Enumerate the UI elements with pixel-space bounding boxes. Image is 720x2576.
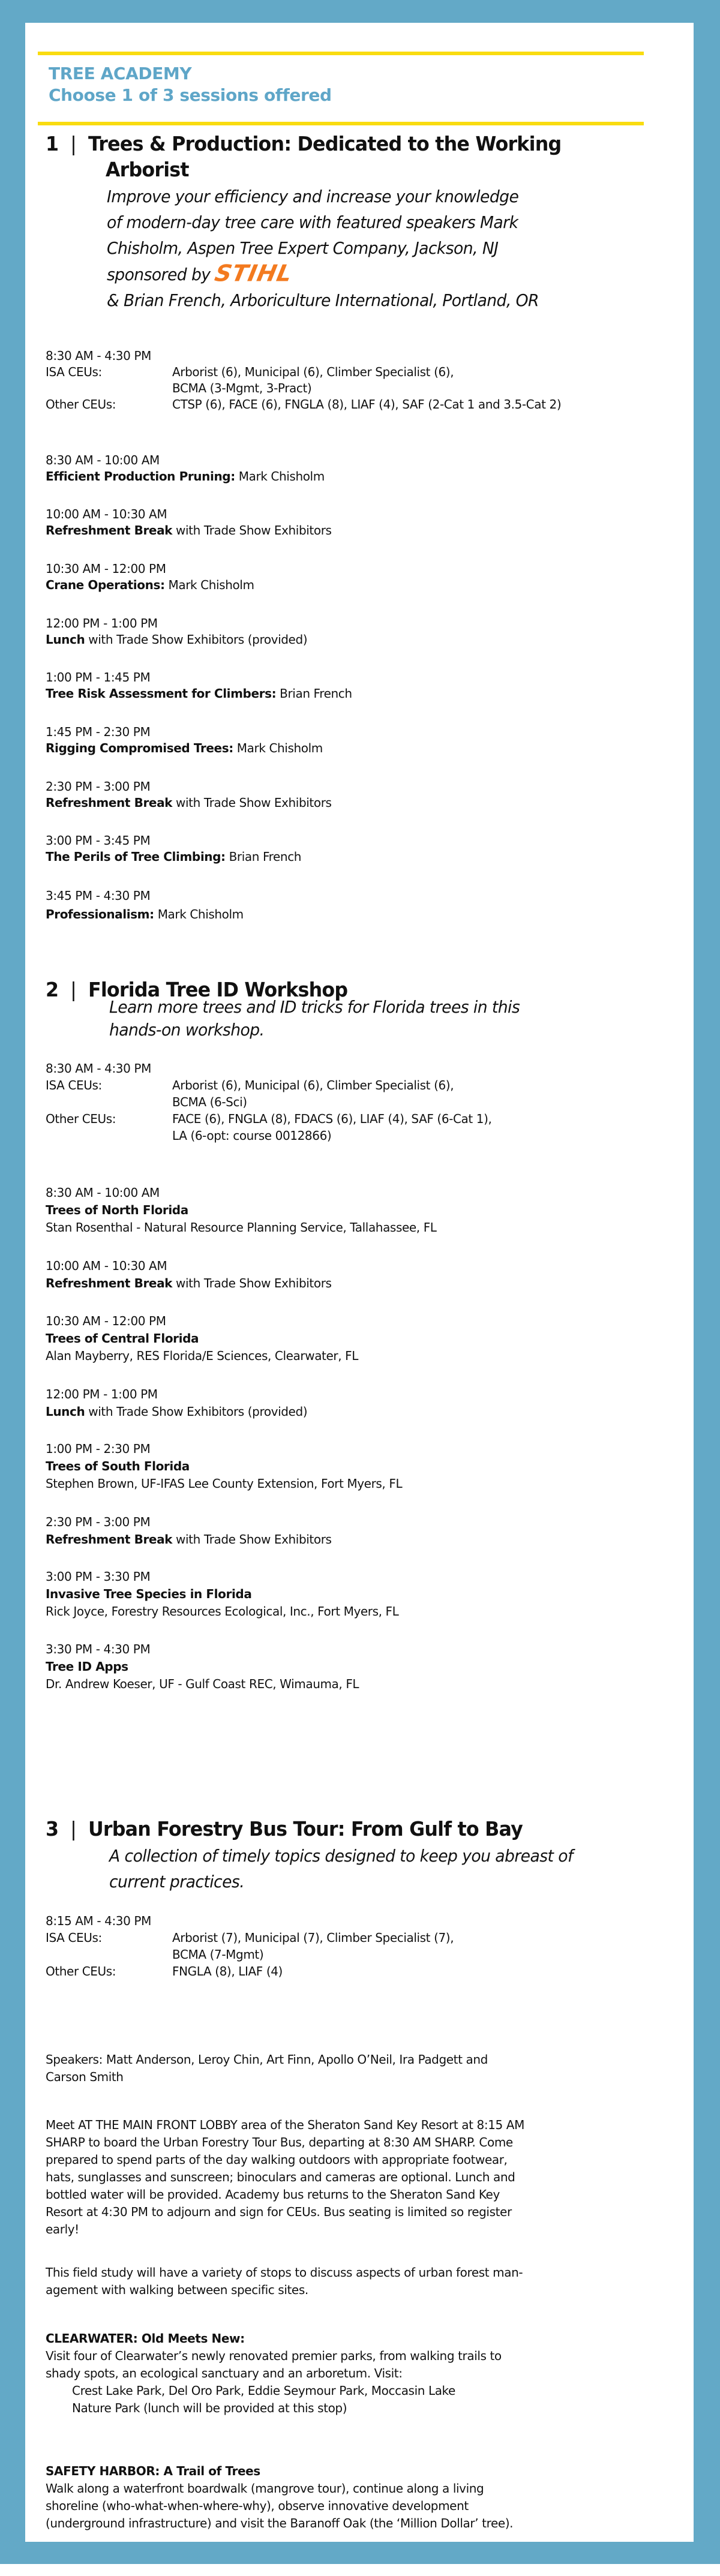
session-number: 2 [46, 978, 59, 1001]
session-3-title [46, 1816, 523, 1842]
stop-heading: SAFETY HARBOR: A Trail of Trees [46, 2464, 260, 2478]
speakers-paragraph: Speakers: Matt Anderson, Leroy Chin, Art Finn, Apollo O’Neil, Ira Padgett and Carson Smith [46, 2052, 488, 2084]
schedule-item: 3:45 PM - 4:30 PM Professionalism: Mark Chisholm [46, 888, 244, 921]
content-panel [25, 23, 694, 2542]
session-2-ceus: 8:30 AM - 4:30 PM ISA CEUs: Arborist (6), Municipal (6), Climber Specialist (6), BCMA (6-Sci) Other CEUs: FACE (6), FNGLA (8), FDACS (6), LIAF (4), SAF (6-Cat 1), LA (6-opt: course 0012866) [46, 1060, 670, 1144]
session-separator: | [70, 978, 77, 1001]
session-1-description: Improve your efficiency and increase your knowledge of modern-day tree care with featured speakers Mark Chisholm, Aspen Tree Expert Company, Jackson, NJ sponsored bySTIHL & Brian French, Arboriculture International, Portland, OR [107, 187, 539, 310]
session-time: 8:30 AM - 4:30 PM [46, 349, 151, 363]
schedule-item: 10:30 AM - 12:00 PM Crane Operations: Mark Chisholm [46, 562, 254, 592]
session-3-description: A collection of timely topics designed to keep you abreast of current practices. [109, 1846, 573, 1892]
schedule-item: 2:30 PM - 3:00 PM Refreshment Break with Trade Show Exhibitors [46, 779, 332, 810]
session-title-cont: Arborist [105, 158, 189, 181]
stihl-logo: STIHL [212, 260, 295, 287]
academy-header [49, 63, 332, 106]
academy-title: TREE ACADEMY [49, 64, 192, 83]
academy-subtitle: Choose 1 of 3 sessions offered [49, 85, 332, 105]
session-title-text: Trees & Production: Dedicated to the Working [88, 132, 562, 155]
schedule-item: 2:30 PM - 3:00 PM Refreshment Break with Trade Show Exhibitors [46, 1515, 332, 1547]
session-title-text: Florida Tree ID Workshop [88, 978, 348, 1001]
session-1-title [46, 131, 561, 182]
session-separator: | [70, 132, 77, 155]
session-time: 8:15 AM - 4:30 PM [46, 1914, 151, 1928]
schedule-item: 1:00 PM - 2:30 PM Trees of South Florida Stephen Brown, UF-IFAS Lee County Extension, Fort Myers, FL [46, 1442, 403, 1491]
field-study-paragraph: This field study will have a variety of stops to discuss aspects of urban forest man- agement with walking between specific sites. [46, 2265, 523, 2297]
session-separator: | [70, 1817, 77, 1841]
schedule-item: 3:00 PM - 3:30 PM Invasive Tree Species in Florida Rick Joyce, Forestry Resources Ecological, Inc., Fort Myers, FL [46, 1569, 399, 1619]
header-rule-top [38, 52, 644, 55]
isa-ceu-label: ISA CEUs: [46, 1931, 102, 1945]
other-ceu-label: Other CEUs: [46, 1964, 116, 1978]
session-2-description: Learn more trees and ID tricks for Florida trees in this hands-on workshop. [109, 997, 520, 1040]
schedule-item: 3:00 PM - 3:45 PM The Perils of Tree Climbing: Brian French [46, 833, 302, 864]
meeting-paragraph: Meet AT THE MAIN FRONT LOBBY area of the Sheraton Sand Key Resort at 8:15 AM SHARP to board the Urban Forestry Tour Bus, departing at 8:30 AM SHARP. Come prepared to spend parts of the day walking outdoors with appropriate footwear, hats, sunglasses and sunscreen; binoculars and cameras are optional. Lunch and bottled water will be provided. Academy bus returns to the Sheraton Sand Key Resort at 4:30 PM to adjourn and sign for CEUs. Bus seating is limited so register early! [46, 2118, 524, 2236]
session-1-ceus: 8:30 AM - 4:30 PM ISA CEUs: Arborist (6), Municipal (6), Climber Specialist (6), BCMA (3-Mgmt, 3-Pract) Other CEUs: CTSP (6), FACE (6), FNGLA (8), LIAF (4), SAF (2-Cat 1 and 3.5-Cat 2) [46, 348, 670, 413]
session-time: 8:30 AM - 4:30 PM [46, 1061, 151, 1076]
stop-heading: CLEARWATER: Old Meets New: [46, 2331, 245, 2346]
schedule-item: 10:00 AM - 10:30 AM Refreshment Break with Trade Show Exhibitors [46, 1259, 332, 1290]
schedule-item: 8:30 AM - 10:00 AM Trees of North Florida Stan Rosenthal - Natural Resource Planning Service, Tallahassee, FL [46, 1185, 437, 1235]
session-number: 3 [46, 1817, 59, 1841]
schedule-item: 10:00 AM - 10:30 AM Refreshment Break with Trade Show Exhibitors [46, 507, 332, 538]
isa-ceu-label: ISA CEUs: [46, 1078, 102, 1092]
session-number: 1 [46, 132, 59, 155]
schedule-item: 1:45 PM - 2:30 PM Rigging Compromised Trees: Mark Chisholm [46, 725, 323, 755]
schedule-item: 3:30 PM - 4:30 PM Tree ID Apps Dr. Andrew Koeser, UF - Gulf Coast REC, Wimauma, FL [46, 1642, 359, 1691]
schedule-item: 10:30 AM - 12:00 PM Trees of Central Florida Alan Mayberry, RES Florida/E Sciences, Clearwater, FL [46, 1314, 358, 1363]
other-ceu-label: Other CEUs: [46, 1112, 116, 1126]
schedule-item: 12:00 PM - 1:00 PM Lunch with Trade Show Exhibitors (provided) [46, 1387, 308, 1419]
other-ceu-label: Other CEUs: [46, 397, 116, 412]
session-title-text: Urban Forestry Bus Tour: From Gulf to Bay [88, 1817, 523, 1841]
session-3-ceus: 8:15 AM - 4:30 PM ISA CEUs: Arborist (7), Municipal (7), Climber Specialist (7), BCMA (7-Mgmt) Other CEUs: FNGLA (8), LIAF (4) [46, 1913, 670, 1980]
header-rule-bottom [38, 122, 644, 125]
stop-clearwater: CLEARWATER: Old Meets New: Visit four of Clearwater’s newly renovated premier parks, from walking trails to shady spots, an ecological sanctuary and an arboretum. Visit: Crest Lake Park, Del Oro Park, Eddie Seymour Park, Moccasin Lake Nature Park (lunch will be provided at this stop) [46, 2330, 670, 2417]
schedule-item: 12:00 PM - 1:00 PM Lunch with Trade Show Exhibitors (provided) [46, 616, 308, 647]
isa-ceu-label: ISA CEUs: [46, 365, 102, 379]
schedule-item: 1:00 PM - 1:45 PM Tree Risk Assessment for Climbers: Brian French [46, 670, 352, 701]
schedule-item: 8:30 AM - 10:00 AM Efficient Production Pruning: Mark Chisholm [46, 453, 325, 484]
stop-safety-harbor: SAFETY HARBOR: A Trail of Trees Walk along a waterfront boardwalk (mangrove tour), continue along a living shoreline (who-what-when-where-why), observe innovative development (underground infrastructure) and visit the Baranoff Oak (the ‘Million Dollar’ tree). [46, 2463, 670, 2532]
